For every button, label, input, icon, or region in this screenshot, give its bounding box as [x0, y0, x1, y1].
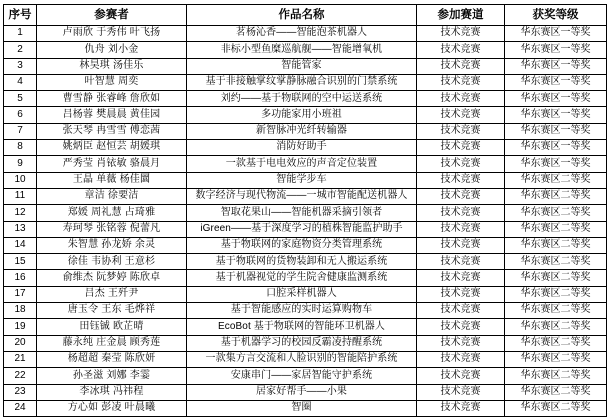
cell-participants: 吕杨蓉 樊晨晨 黄佳园: [37, 107, 187, 123]
cell-award-level: 华东赛区二等奖: [505, 319, 607, 335]
cell-work-name: 数字经济与现代物流——一城市智能配送机器人: [187, 188, 417, 204]
cell-participants: 严秀莹 肖铱敏 骆晨月: [37, 156, 187, 172]
cell-seq: 21: [4, 351, 37, 367]
cell-participants: 唐玉令 王东 毛烨祥: [37, 303, 187, 319]
cell-participants: 寿珂琴 张铭蓉 倪蕾凡: [37, 221, 187, 237]
cell-track: 技术竞赛: [417, 26, 505, 42]
table-row: [4, 156, 607, 172]
cell-seq: 20: [4, 335, 37, 351]
cell-work-name: 基于非接触掌纹掌静脉融合识别的门禁系统: [187, 74, 417, 90]
cell-track: 技术竞赛: [417, 205, 505, 221]
cell-award-level: 华东赛区二等奖: [505, 400, 607, 416]
cell-seq: 19: [4, 319, 37, 335]
table-row: [4, 368, 607, 384]
table-row: [4, 270, 607, 286]
cell-award-level: 华东赛区一等奖: [505, 74, 607, 90]
cell-award-level: 华东赛区二等奖: [505, 221, 607, 237]
cell-seq: 13: [4, 221, 37, 237]
cell-work-name: 基于智能感应的实时运算购物车: [187, 303, 417, 319]
cell-seq: 4: [4, 74, 37, 90]
cell-participants: 张天琴 冉雪雪 傅恋茜: [37, 123, 187, 139]
cell-participants: 郑媛 周礼慧 占琦雅: [37, 205, 187, 221]
cell-work-name: 智圈: [187, 400, 417, 416]
cell-participants: 徐佳 韦协利 王意杉: [37, 254, 187, 270]
cell-seq: 22: [4, 368, 37, 384]
cell-work-name: 非标小型鱼糜巡航舰——智能增氧机: [187, 42, 417, 58]
table-row: [4, 91, 607, 107]
cell-award-level: 华东赛区二等奖: [505, 188, 607, 204]
cell-track: 技术竞赛: [417, 221, 505, 237]
cell-seq: 12: [4, 205, 37, 221]
table-row: [4, 335, 607, 351]
cell-award-level: 华东赛区二等奖: [505, 384, 607, 400]
cell-track: 技术竞赛: [417, 400, 505, 416]
cell-work-name: 安康串门——家居智能守护系统: [187, 368, 417, 384]
table-row: [4, 319, 607, 335]
cell-track: 技术竞赛: [417, 270, 505, 286]
cell-seq: 3: [4, 58, 37, 74]
cell-track: 技术竞赛: [417, 319, 505, 335]
table-row: [4, 237, 607, 253]
table-row: [4, 384, 607, 400]
cell-seq: 5: [4, 91, 37, 107]
cell-track: 技术竞赛: [417, 368, 505, 384]
table-row: [4, 74, 607, 90]
table-row: [4, 58, 607, 74]
table-body: [4, 26, 607, 417]
cell-track: 技术竞赛: [417, 335, 505, 351]
cell-work-name: 多功能家用小班祖: [187, 107, 417, 123]
column-header-seq: 序号: [4, 5, 37, 26]
cell-award-level: 华东赛区二等奖: [505, 205, 607, 221]
cell-participants: 杨超超 秦莹 陈欣妍: [37, 351, 187, 367]
cell-participants: 藤永纯 庄金晨 顾秀莲: [37, 335, 187, 351]
cell-award-level: 华东赛区二等奖: [505, 254, 607, 270]
cell-track: 技术竞赛: [417, 74, 505, 90]
cell-track: 技术竞赛: [417, 58, 505, 74]
cell-participants: 曹雪静 张睿峰 詹欣如: [37, 91, 187, 107]
cell-award-level: 华东赛区二等奖: [505, 303, 607, 319]
table-row: [4, 303, 607, 319]
table-row: [4, 351, 607, 367]
table-row: [4, 400, 607, 416]
column-header-participants: 参赛者: [37, 5, 187, 26]
cell-seq: 16: [4, 270, 37, 286]
cell-award-level: 华东赛区二等奖: [505, 368, 607, 384]
cell-seq: 9: [4, 156, 37, 172]
cell-seq: 7: [4, 123, 37, 139]
cell-award-level: 华东赛区一等奖: [505, 26, 607, 42]
column-header-track: 参加赛道: [417, 5, 505, 26]
cell-seq: 14: [4, 237, 37, 253]
cell-seq: 18: [4, 303, 37, 319]
cell-seq: 2: [4, 42, 37, 58]
cell-participants: 姚炳臣 赵恒芸 胡媛琪: [37, 140, 187, 156]
cell-track: 技术竞赛: [417, 303, 505, 319]
cell-participants: 孙圣滋 刘娜 李霎: [37, 368, 187, 384]
table-row: [4, 140, 607, 156]
table-row: [4, 42, 607, 58]
column-header-award-level: 获奖等级: [505, 5, 607, 26]
cell-participants: 林昊琪 汤佳乐: [37, 58, 187, 74]
cell-seq: 8: [4, 140, 37, 156]
cell-seq: 15: [4, 254, 37, 270]
cell-participants: 俞维杰 阮梦婷 陈欣卓: [37, 270, 187, 286]
table-row: [4, 107, 607, 123]
table-row: [4, 205, 607, 221]
table-row: [4, 254, 607, 270]
table-row: [4, 172, 607, 188]
cell-track: 技术竞赛: [417, 254, 505, 270]
table-row: [4, 286, 607, 302]
award-table: [3, 4, 607, 417]
cell-work-name: 智能学步车: [187, 172, 417, 188]
cell-track: 技术竞赛: [417, 384, 505, 400]
cell-award-level: 华东赛区二等奖: [505, 335, 607, 351]
cell-award-level: 华东赛区一等奖: [505, 156, 607, 172]
cell-award-level: 华东赛区二等奖: [505, 351, 607, 367]
cell-award-level: 华东赛区一等奖: [505, 58, 607, 74]
cell-award-level: 华东赛区二等奖: [505, 172, 607, 188]
cell-award-level: 华东赛区一等奖: [505, 42, 607, 58]
cell-track: 技术竞赛: [417, 140, 505, 156]
cell-track: 技术竞赛: [417, 91, 505, 107]
cell-track: 技术竞赛: [417, 42, 505, 58]
cell-work-name: 基于机器学习的校园反霸凌持醒系统: [187, 335, 417, 351]
cell-work-name: 基于物联网的货物装卸和无人搬运系统: [187, 254, 417, 270]
cell-work-name: 基于机器视觉的学生院舍健康监测系统: [187, 270, 417, 286]
cell-work-name: 智能管家: [187, 58, 417, 74]
cell-work-name: 基于物联网的家庭物资分类管理系统: [187, 237, 417, 253]
cell-participants: 田钰铖 欧芷晴: [37, 319, 187, 335]
cell-track: 技术竞赛: [417, 351, 505, 367]
cell-participants: 卢雨欣 于秀伟 叶飞扬: [37, 26, 187, 42]
table-header: [4, 5, 607, 26]
cell-participants: 章洁 徐要洁: [37, 188, 187, 204]
cell-participants: 李冰琪 冯祎程: [37, 384, 187, 400]
cell-track: 技术竞赛: [417, 188, 505, 204]
cell-participants: 方心如 彭凌 叶晨曦: [37, 400, 187, 416]
cell-participants: 王晶 单薇 杨佳圜: [37, 172, 187, 188]
cell-track: 技术竞赛: [417, 156, 505, 172]
cell-track: 技术竞赛: [417, 237, 505, 253]
cell-participants: 吕杰 王歼尹: [37, 286, 187, 302]
table-row: [4, 26, 607, 42]
cell-track: 技术竞赛: [417, 172, 505, 188]
table-row: [4, 123, 607, 139]
cell-participants: 朱智慧 孙龙娇 余灵: [37, 237, 187, 253]
cell-seq: 6: [4, 107, 37, 123]
cell-award-level: 华东赛区一等奖: [505, 91, 607, 107]
cell-work-name: 茗杨沁香——智能泡茶机器人: [187, 26, 417, 42]
cell-track: 技术竞赛: [417, 286, 505, 302]
cell-award-level: 华东赛区一等奖: [505, 107, 607, 123]
cell-award-level: 华东赛区一等奖: [505, 123, 607, 139]
column-header-work-name: 作品名称: [187, 5, 417, 26]
cell-work-name: EcoBot 基于物联网的智能环卫机器人: [187, 319, 417, 335]
table-row: [4, 188, 607, 204]
cell-seq: 23: [4, 384, 37, 400]
cell-work-name: 新智脉冲光纤转输器: [187, 123, 417, 139]
cell-seq: 10: [4, 172, 37, 188]
header-row: [4, 5, 607, 26]
cell-work-name: 一款基于电电效应的声音定位装置: [187, 156, 417, 172]
cell-track: 技术竞赛: [417, 123, 505, 139]
cell-work-name: 刘约——基于物联网的空中运送系统: [187, 91, 417, 107]
cell-track: 技术竞赛: [417, 107, 505, 123]
cell-seq: 17: [4, 286, 37, 302]
cell-award-level: 华东赛区二等奖: [505, 286, 607, 302]
table-row: [4, 221, 607, 237]
cell-award-level: 华东赛区二等奖: [505, 237, 607, 253]
cell-seq: 1: [4, 26, 37, 42]
cell-participants: 叶智慧 周奕: [37, 74, 187, 90]
cell-work-name: 口腔采样机器人: [187, 286, 417, 302]
cell-award-level: 华东赛区二等奖: [505, 270, 607, 286]
cell-work-name: iGreen——基于深度学习的植株智能监护助手: [187, 221, 417, 237]
cell-participants: 仇舟 刘小金: [37, 42, 187, 58]
cell-work-name: 一款集方言交流和人脸识别的智能陪护系统: [187, 351, 417, 367]
cell-work-name: 居家好帮手——小果: [187, 384, 417, 400]
cell-seq: 24: [4, 400, 37, 416]
cell-work-name: 智取花果山——智能机器采摘引领者: [187, 205, 417, 221]
cell-seq: 11: [4, 188, 37, 204]
cell-award-level: 华东赛区一等奖: [505, 140, 607, 156]
cell-work-name: 消防好助手: [187, 140, 417, 156]
